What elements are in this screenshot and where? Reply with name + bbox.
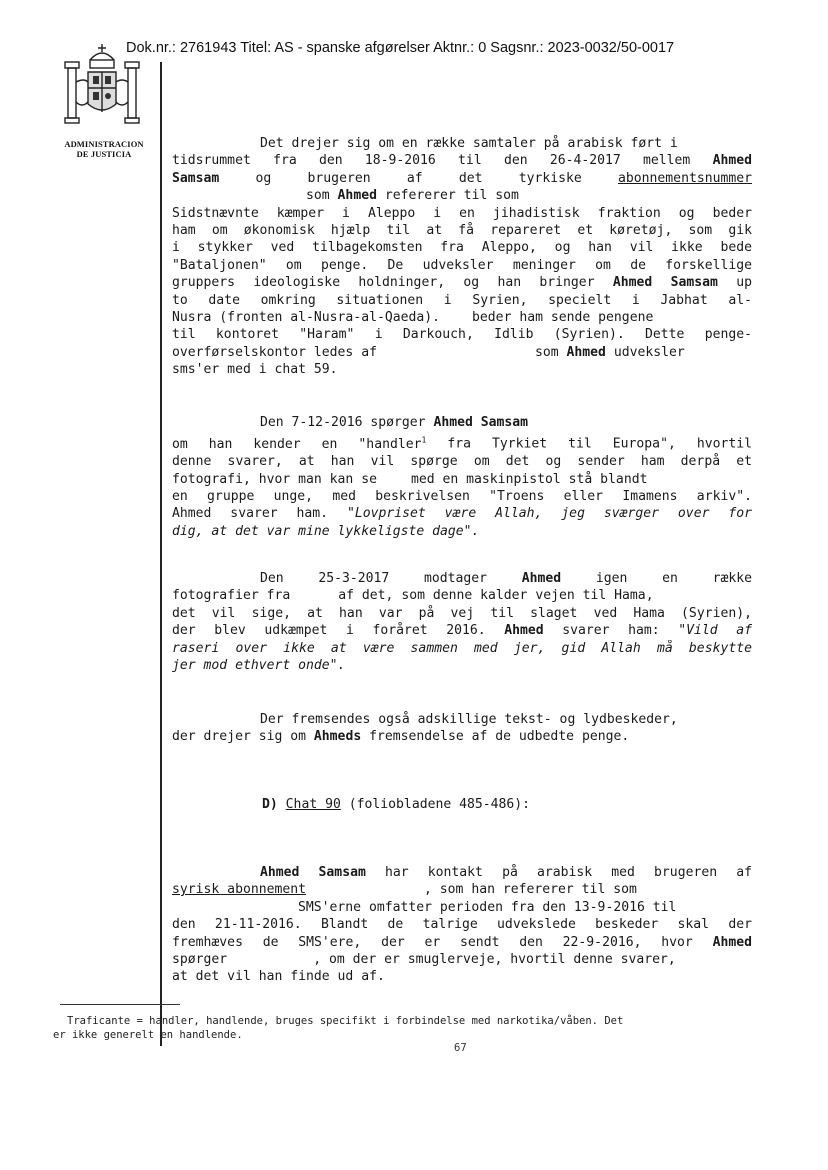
paragraph-5: Ahmed Samsam har kontakt på arabisk med brugeren af syrisk abonnement , som han refererer til som SMS'erne omfatter perioden fra den 13-9-2016 til den 21-11-2016. Blandt de talrige udvekslede beskeder skal der fremhæves de SMS'ere, der er sendt den 22-9-2016, hvor Ahmed spørger , om der er smuglerveje, hvortil denne svarer, at det vil han finde ud af. bbox=[172, 865, 752, 985]
paragraph-1: Det drejer sig om en række samtaler på arabisk ført i tidsrummet fra den 18-9-2016 til den 26-4-2017 mellem Ahmed Samsam og brugeren af det tyrkiske abonnementsnummer som Ahmed refererer til som Sidstnævnte kæmper i Aleppo i en jihadistisk fraktion og beder ham om økonomisk hjælp til at få repareret et køretøj, som gik i stykker ved tilbagekomsten fra Aleppo, og han vil ikke bede "Bataljonen" om penge. De udveksler meninger om de forskellige gruppers ideologiske holdninger, og han bringer Ahmed Samsam up to date omkring situationen i Syrien, specielt i Jabhat al- Nusra (fronten al-Nusra-al-Qaeda). beder ham sende pengene til kontoret "Haram" i Darkouch, Idlib (Syrien). Dette penge- overførselskontor ledes af som Ahmed udveksler sms'er med i chat 59. bbox=[172, 136, 752, 378]
document-header: Dok.nr.: 2761943 Titel: AS - spanske afgørelser Aktnr.: 0 Sagsnr.: 2023-0032/50-0017 bbox=[126, 40, 675, 56]
footnote-marker: 1 bbox=[421, 435, 427, 445]
spanish-crest-logo bbox=[60, 42, 144, 142]
footnote-separator bbox=[60, 1004, 180, 1005]
ministry-label: ADMINISTRACION DE JUSTICIA bbox=[64, 139, 144, 159]
chat-90-link[interactable]: Chat 90 bbox=[285, 797, 341, 812]
section-heading-d: D) Chat 90 (foliobladene 485-486): bbox=[262, 797, 531, 812]
page-number: 67 bbox=[454, 1042, 467, 1054]
margin-rule bbox=[160, 62, 162, 1046]
paragraph-3: Den 25-3-2017 modtager Ahmed igen en række fotografier fra af det, som denne kalder vejen til Hama, det vil sige, at han var på vej til slaget ved Hama (Syrien), der blev udkæmpet i foråret 2016. Ahmed svarer ham: "Vild af raseri over ikke at være sammen med jer, gid Allah må beskytte jer mod ethvert onde". bbox=[172, 571, 752, 674]
paragraph-2: Den 7-12-2016 spørger Ahmed Samsam om han kender en "handler$^1$ fra Tyrkiet til Europa", hvortil denne svarer, at han vil spørge om det og sender ham derpå et fotografi, hvor man kan se med en maskinpistol stå blandt en gruppe unge, med beskrivelsen "Troens eller Imamens arkiv". Ahmed svarer ham. "Lovpriset være Allah, jeg sværger over for dig, at det var mine lykkeligste dage". bbox=[172, 415, 752, 539]
footnote: Traficante = handler, handlende, bruges specifikt i forbindelse med narkotika/våben. Det er ikke generelt en handlende. bbox=[53, 1015, 624, 1041]
paragraph-4: Der fremsendes også adskillige tekst- og lydbeskeder, der drejer sig om Ahmeds fremsendelse af de udbedte penge. bbox=[172, 712, 678, 745]
